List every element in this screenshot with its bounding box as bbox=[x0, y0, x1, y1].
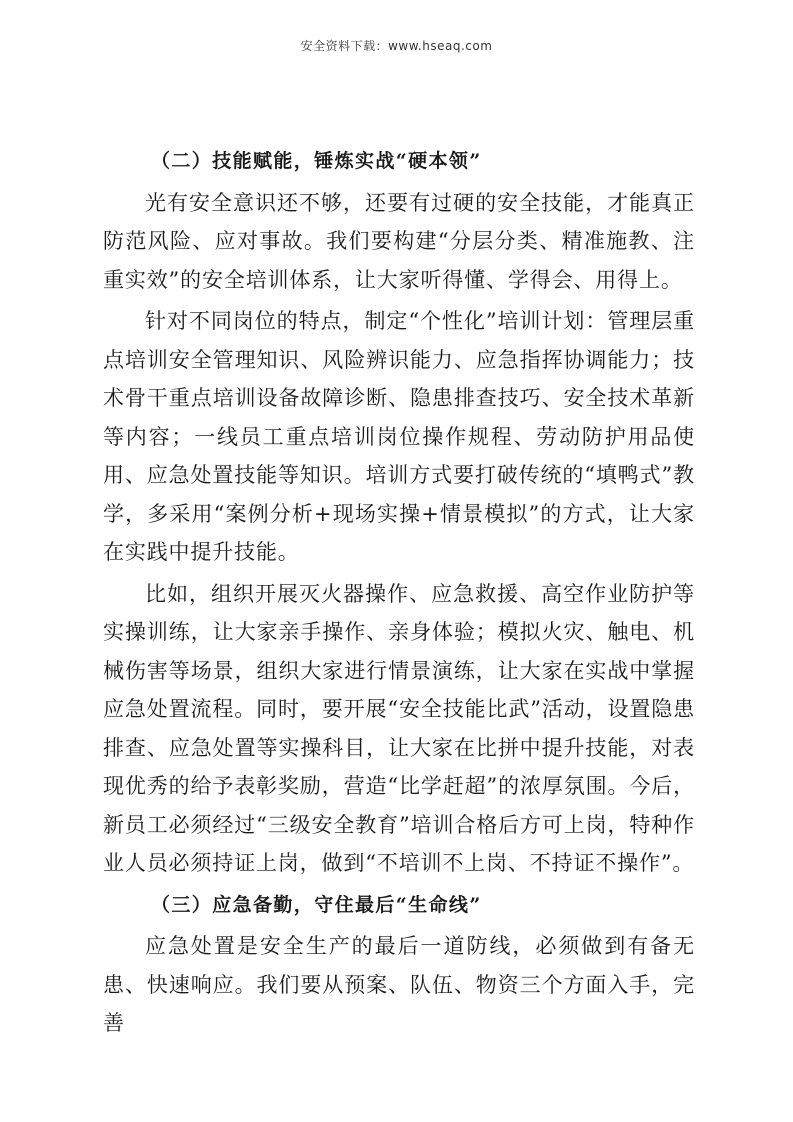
document-body bbox=[103, 142, 695, 1046]
paragraph-skills-intro: 光有安全意识还不够，还要有过硬的安全技能，才能真正防范风险、应对事故。我们要构建“分层分类、精准施教、注重实效”的安全培训体系，让大家听得懂、学得会、用得上。 bbox=[103, 190, 695, 292]
section-heading-3: （三）应急备勤，守住最后“生命线” bbox=[151, 893, 482, 916]
header-label: 安全资料下载： bbox=[300, 39, 389, 53]
header-url[interactable]: www.hseaq.com bbox=[388, 39, 493, 53]
section-heading-2: （二）技能赋能，锤炼实战“硬本领” bbox=[151, 150, 482, 172]
paragraph-practical-drills: 比如，组织开展灭火器操作、应急救援、高空作业防护等实操训练，让大家亲手操作、亲身体验；模拟火灾、触电、机械伤害等场景，组织大家进行情景演练，让大家在实战中掌握应急处置流程。同时，要开展“安全技能比武”活动，设置隐患排查、应急处置等实操科目，让大家在比拼中提升技能，对表现优秀的给予表彰奖励，营造“比学赶超”的浓厚氛围。今后，新员工必须经过“三级安全教育”培训合格后方可上岗，特种作业人员必须持证上岗，做到“不培训不上岗、不持证不操作”。 bbox=[103, 581, 695, 875]
page-header bbox=[0, 37, 793, 54]
paragraph-training-plan: 针对不同岗位的特点，制定“个性化”培训计划：管理层重点培训安全管理知识、风险辨识能力、应急指挥协调能力；技术骨干重点培训设备故障诊断、隐患排查技巧、安全技术革新等内容；一线员工重点培训岗位操作规程、劳动防护用品使用、应急处置技能等知识。培训方式要打破传统的“填鸭式”教学，多采用“案例分析+现场实操+情景模拟”的方式，让大家在实践中提升技能。 bbox=[103, 309, 695, 564]
paragraph-emergency-intro: 应急处置是安全生产的最后一道防线，必须做到有备无患、快速响应。我们要从预案、队伍、物资三个方面入手，完善 bbox=[103, 934, 695, 1035]
